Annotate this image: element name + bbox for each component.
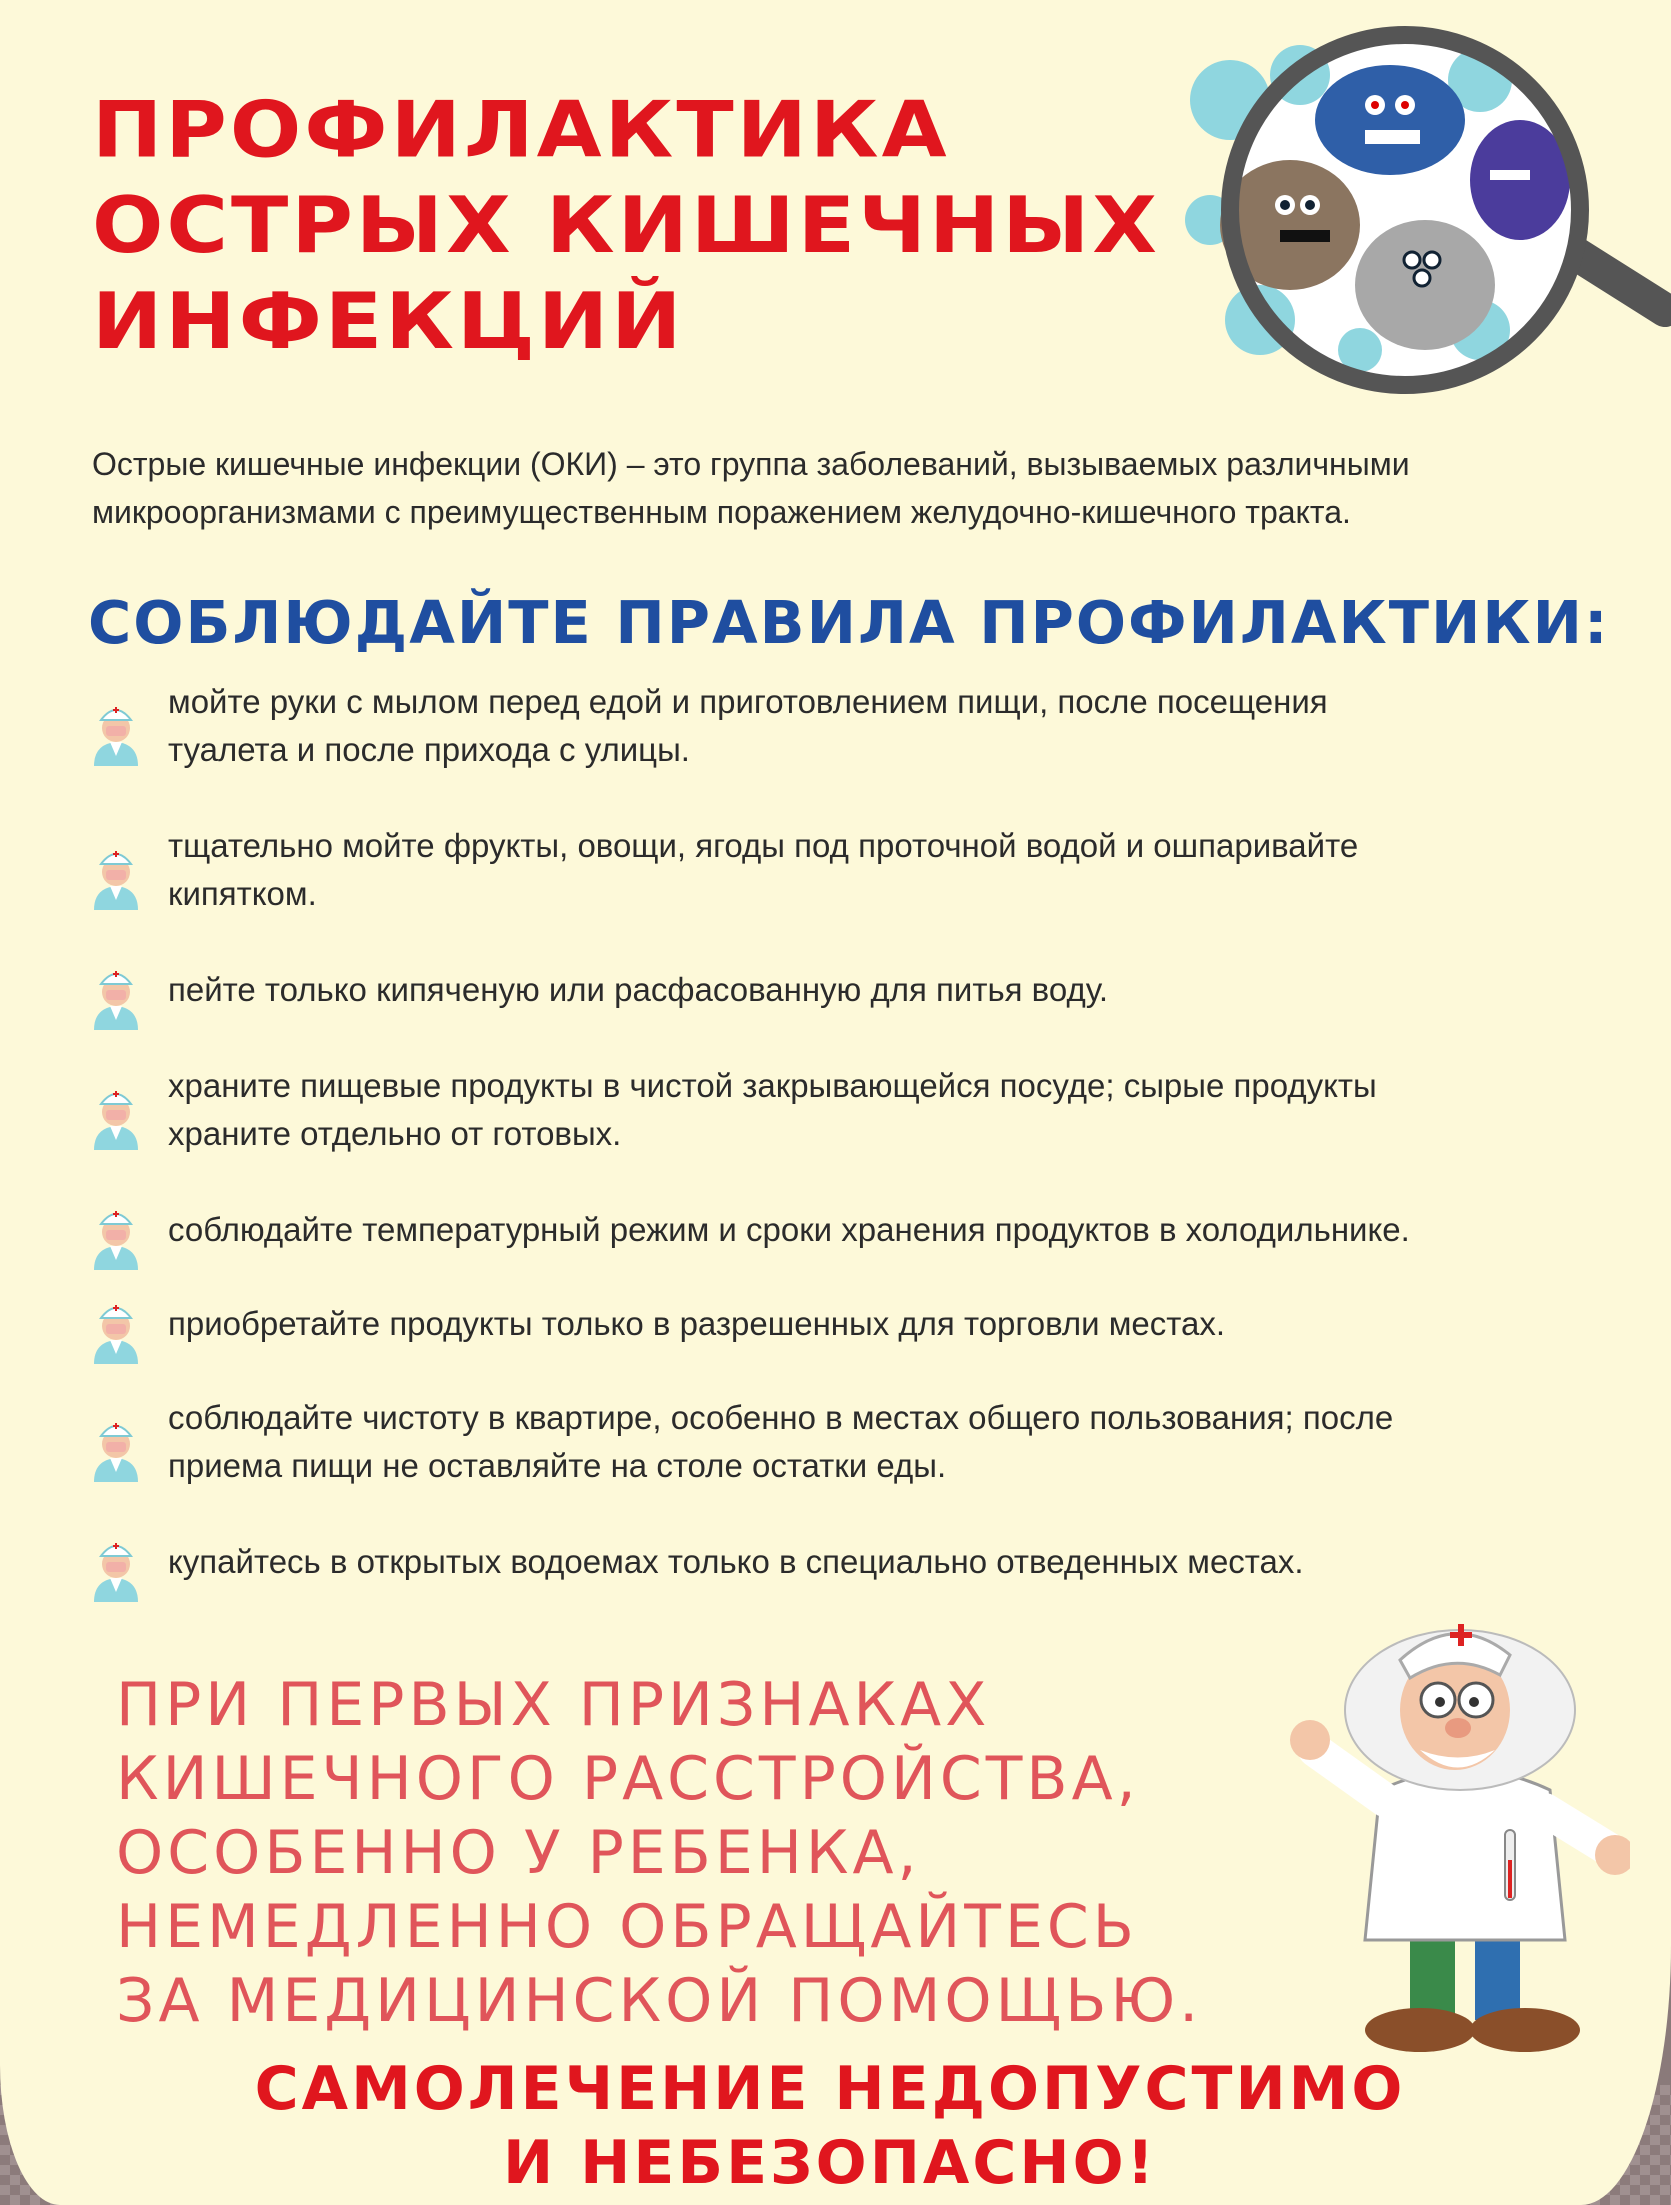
title-line: ПРОФИЛАКТИКА [92, 84, 950, 175]
rule-line: кипятком. [168, 875, 317, 912]
poster-title [92, 82, 1192, 369]
final-line: И НЕБЕЗОПАСНО! [503, 2128, 1157, 2198]
rule-line: пейте только кипяченую или расфасованную для питья воду. [168, 971, 1109, 1008]
intro-line: микроорганизмами с преимущественным поражением желудочно-кишечного тракта. [92, 494, 1351, 530]
final-warning [180, 2052, 1480, 2200]
doctor-bullet-icon [84, 1080, 148, 1150]
rule-line: соблюдайте температурный режим и сроки хранения продуктов в холодильнике. [168, 1211, 1410, 1248]
intro-paragraph [92, 440, 1552, 536]
intro-line: Острые кишечные инфекции (ОКИ) – это группа заболеваний, вызываемых различными [92, 446, 1410, 482]
doctor-bullet-icon [84, 1532, 148, 1602]
doctor-bullet-icon [84, 960, 148, 1030]
title-line: ОСТРЫХ КИШЕЧНЫХ [92, 180, 1161, 271]
doctor-bullet-icon [84, 1412, 148, 1482]
doctor-bullet-icon [84, 840, 148, 910]
doctor-bullet-icon [84, 1200, 148, 1270]
doctor-bullet-icon [84, 1294, 148, 1364]
cartoon-doctor-icon [1290, 1600, 1630, 2070]
rule-line: туалета и после прихода с улицы. [168, 731, 690, 768]
rules-heading: СОБЛЮДАЙТЕ ПРАВИЛА ПРОФИЛАКТИКИ: [88, 588, 1610, 657]
rule-line: приема пищи не оставляйте на столе остатки еды. [168, 1447, 947, 1484]
rule-line: приобретайте продукты только в разрешенных для торговли местах. [168, 1305, 1226, 1342]
warning-line: КИШЕЧНОГО РАССТРОЙСТВА, [116, 1744, 1140, 1814]
rule-line: мойте руки с мылом перед едой и приготовлением пищи, после посещения [168, 683, 1328, 720]
warning-line: ЗА МЕДИЦИНСКОЙ ПОМОЩЬЮ. [116, 1966, 1203, 2036]
warning-line: НЕМЕДЛЕННО ОБРАЩАЙТЕСЬ [116, 1892, 1138, 1962]
title-line: ИНФЕКЦИЙ [92, 276, 685, 367]
rule-line: храните отдельно от готовых. [168, 1115, 622, 1152]
rule-line: храните пищевые продукты в чистой закрывающейся посуде; сырые продукты [168, 1067, 1377, 1104]
final-line: САМОЛЕЧЕНИЕ НЕДОПУСТИМО [254, 2054, 1406, 2124]
warning-text [116, 1668, 1376, 2038]
rule-line: купайтесь в открытых водоемах только в специально отведенных местах. [168, 1543, 1304, 1580]
doctor-bullet-icon [84, 696, 148, 766]
warning-line: ПРИ ПЕРВЫХ ПРИЗНАКАХ [116, 1670, 991, 1740]
rule-line: соблюдайте чистоту в квартире, особенно в местах общего пользования; после [168, 1399, 1394, 1436]
magnifier-germs-icon [1150, 20, 1671, 420]
rule-line: тщательно мойте фрукты, овощи, ягоды под проточной водой и ошпаривайте [168, 827, 1359, 864]
warning-line: ОСОБЕННО У РЕБЕНКА, [116, 1818, 921, 1888]
